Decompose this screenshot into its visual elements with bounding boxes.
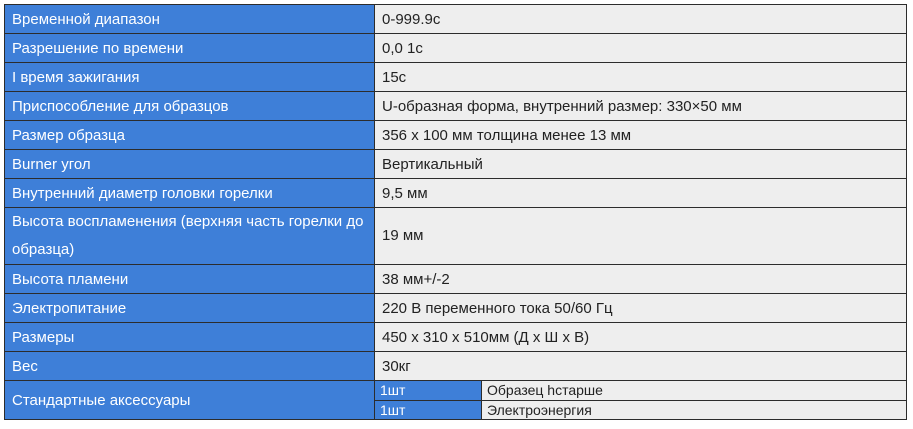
accessory-item bbox=[375, 400, 906, 419]
spec-value: 38 мм+/-2 bbox=[375, 265, 907, 294]
accessory-qty: 1шт bbox=[375, 381, 482, 400]
spec-row-accessories bbox=[5, 381, 907, 420]
spec-row-dimensions bbox=[5, 323, 907, 352]
spec-value: 9,5 мм bbox=[375, 179, 907, 208]
spec-label: Burner угол bbox=[5, 150, 375, 179]
spec-row-burner-diameter bbox=[5, 179, 907, 208]
spec-label: Электропитание bbox=[5, 294, 375, 323]
spec-label: Размер образца bbox=[5, 121, 375, 150]
accessory-item bbox=[375, 381, 906, 400]
spec-row-ignition-height bbox=[5, 208, 907, 265]
spec-label: Приспособление для образцов bbox=[5, 92, 375, 121]
spec-label: Разрешение по времени bbox=[5, 34, 375, 63]
spec-row-flame-height bbox=[5, 265, 907, 294]
spec-row-time-resolution bbox=[5, 34, 907, 63]
spec-value: U-образная форма, внутренний размер: 330×50 мм bbox=[375, 92, 907, 121]
spec-row-weight bbox=[5, 352, 907, 381]
spec-value: 15с bbox=[375, 63, 907, 92]
spec-value: 30кг bbox=[375, 352, 907, 381]
spec-label: Временной диапазон bbox=[5, 5, 375, 34]
spec-label: Размеры bbox=[5, 323, 375, 352]
spec-value: 220 В переменного тока 50/60 Гц bbox=[375, 294, 907, 323]
spec-row-specimen-holder bbox=[5, 92, 907, 121]
spec-value: 0-999.9с bbox=[375, 5, 907, 34]
spec-row-specimen-size bbox=[5, 121, 907, 150]
spec-value: 450 x 310 x 510мм (Д x Ш x В) bbox=[375, 323, 907, 352]
accessories-table bbox=[375, 381, 906, 419]
spec-label: Стандартные аксессуары bbox=[5, 381, 375, 420]
spec-row-power-supply bbox=[5, 294, 907, 323]
spec-label: Высота пламени bbox=[5, 265, 375, 294]
spec-label: Внутренний диаметр головки горелки bbox=[5, 179, 375, 208]
accessory-qty: 1шт bbox=[375, 400, 482, 419]
spec-value: 19 мм bbox=[375, 208, 907, 265]
accessory-name: Образец hстарше bbox=[482, 381, 907, 400]
accessories-cell bbox=[375, 381, 907, 420]
spec-value: 0,0 1с bbox=[375, 34, 907, 63]
spec-label: Высота воспламенения (верхняя часть горелки до образца) bbox=[5, 208, 375, 265]
spec-label: Вес bbox=[5, 352, 375, 381]
spec-value: 356 x 100 мм толщина менее 13 мм bbox=[375, 121, 907, 150]
spec-table bbox=[4, 4, 907, 420]
spec-row-burner-angle bbox=[5, 150, 907, 179]
spec-label: I время зажигания bbox=[5, 63, 375, 92]
spec-value: Вертикальный bbox=[375, 150, 907, 179]
spec-row-time-range bbox=[5, 5, 907, 34]
accessory-name: Электроэнергия bbox=[482, 400, 907, 419]
spec-row-ignition-time bbox=[5, 63, 907, 92]
